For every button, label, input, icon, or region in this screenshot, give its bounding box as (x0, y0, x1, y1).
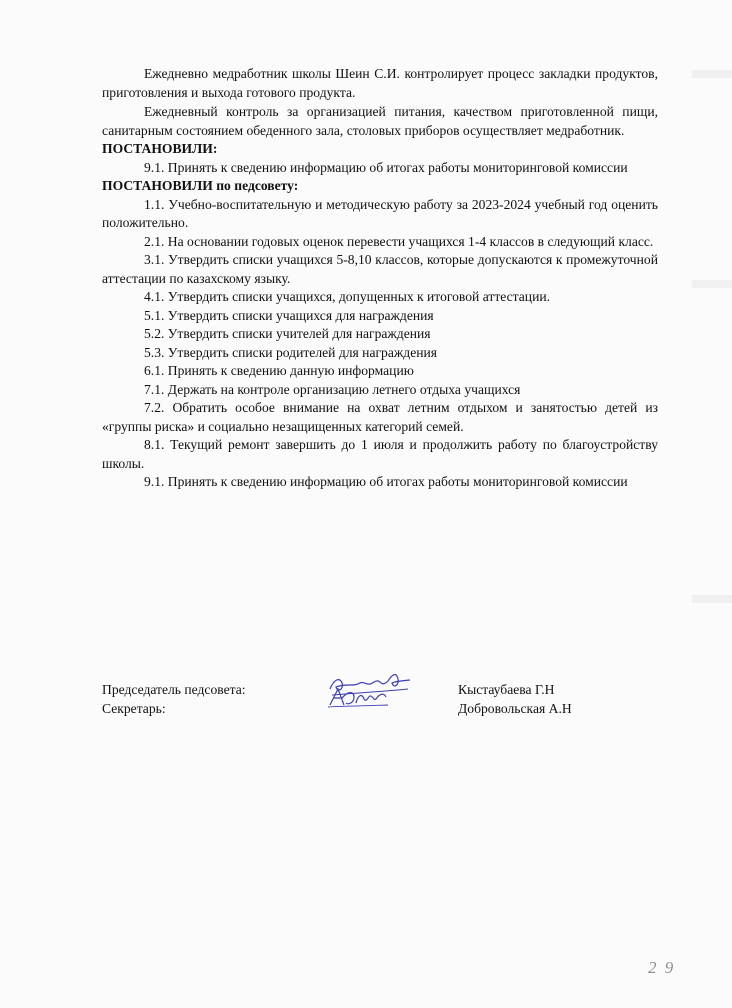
scan-edge-mark (692, 280, 732, 288)
resolved-council-heading-bold: ПОСТАНОВИЛИ (102, 178, 213, 193)
council-item-3-1: 3.1. Утвердить списки учащихся 5-8,10 классов, которые допускаются к промежуточной аттестации по казахскому языку. (102, 252, 658, 286)
signature-block (102, 681, 658, 719)
council-item-5-2: 5.2. Утвердить списки учителей для награждения (144, 326, 431, 341)
chair-role: Председатель педсовета: (102, 682, 246, 697)
intro-paragraph-2: Ежедневный контроль за организацией питания, качеством приготовленной пищи, санитарным состоянием обеденного зала, столовых приборов осуществляет медработник. (102, 104, 658, 138)
secretary-name: Добровольская А.Н (458, 701, 572, 716)
council-item-1-1: 1.1. Учебно-воспитательную и методическую работу за 2023-2024 учебный год оценить положительно. (102, 196, 658, 230)
resolved-council-heading-tail: по педсовету: (212, 178, 299, 193)
intro-paragraph-1: Ежедневно медработник школы Шеин С.И. контролирует процесс закладки продуктов, приготовления и выхода готового продукта. (102, 66, 658, 100)
council-item-2-1: 2.1. На основании годовых оценок перевести учащихся 1-4 классов в следующий класс. (144, 233, 654, 249)
council-item-4-1: 4.1. Утвердить списки учащихся, допущенных к итоговой аттестации. (144, 289, 551, 304)
council-item-7-2: 7.2. Обратить особое внимание на охват летним отдыхом и занятостью детей из «группы риска» и социально незащищенных категорий семей. (102, 400, 658, 434)
council-item-6-1: 6.1. Принять к сведению данную информацию (144, 363, 414, 378)
secretary-handwritten-signature (324, 685, 394, 711)
document-body (102, 65, 658, 492)
council-item-5-1: 5.1. Утвердить списки учащихся для награждения (144, 307, 434, 323)
chair-name: Кыстаубаева Г.Н (458, 682, 555, 697)
council-item-7-1: 7.1. Держать на контроле организацию летнего отдыха учащихся (144, 381, 521, 397)
council-item-5-3: 5.3. Утвердить списки родителей для награждения (144, 344, 438, 360)
resolved-council-heading (102, 177, 658, 196)
handwritten-page-number: 2 9 (648, 958, 676, 977)
scan-edge-mark (692, 595, 732, 603)
council-item-9-1: 9.1. Принять к сведению информацию об итогах работы мониторинговой комиссии (144, 474, 628, 489)
scan-edge-mark (692, 70, 732, 78)
council-item-8-1: 8.1. Текущий ремонт завершить до 1 июля и продолжить работу по благоустройству школы. (102, 437, 658, 471)
resolved-heading: ПОСТАНОВИЛИ: (102, 141, 218, 156)
resolved-item: 9.1. Принять к сведению информацию об итогах работы мониторинговой комиссии (144, 159, 628, 175)
secretary-role: Секретарь: (102, 701, 166, 716)
